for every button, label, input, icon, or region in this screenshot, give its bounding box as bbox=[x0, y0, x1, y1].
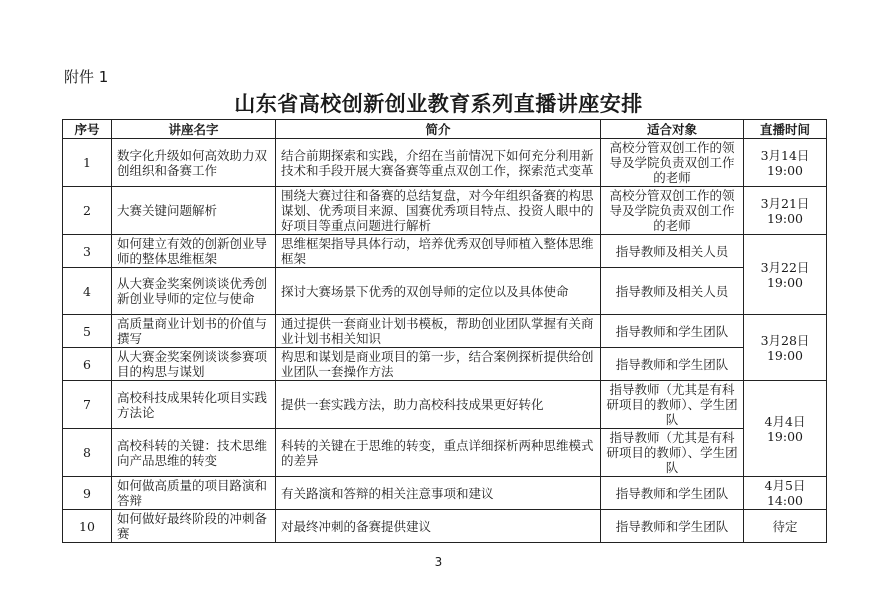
row-name: 数字化升级如何高效助力双创组织和备赛工作 bbox=[112, 139, 276, 187]
row-intro: 有关路演和答辩的相关注意事项和建议 bbox=[276, 477, 601, 510]
row-name: 如何做好最终阶段的冲刺备赛 bbox=[112, 510, 276, 543]
row-audience: 高校分管双创工作的领导及学院负责双创工作的老师 bbox=[601, 139, 744, 187]
row-no: 2 bbox=[63, 187, 112, 235]
page-number: 3 bbox=[434, 555, 443, 569]
row-name: 如何做高质量的项目路演和答辩 bbox=[112, 477, 276, 510]
table-row bbox=[63, 348, 827, 381]
row-no: 9 bbox=[63, 477, 112, 510]
row-no: 8 bbox=[63, 429, 112, 477]
row-time: 3月21日 19:00 bbox=[744, 187, 827, 235]
table-row bbox=[63, 477, 827, 510]
schedule-table bbox=[62, 119, 827, 543]
page-title: 山东省高校创新创业教育系列直播讲座安排 bbox=[234, 91, 643, 116]
header-intro: 简介 bbox=[276, 120, 601, 139]
row-no: 10 bbox=[63, 510, 112, 543]
row-audience: 指导教师及相关人员 bbox=[601, 235, 744, 268]
row-intro: 围绕大赛过往和备赛的总结复盘，对今年组织备赛的构思谋划、优秀项目来源、国赛优秀项目特点、投资人眼中的好项目等重点问题进行解析 bbox=[276, 187, 601, 235]
row-no: 7 bbox=[63, 381, 112, 429]
attachment-label: 附件 1 bbox=[64, 68, 109, 86]
row-audience: 指导教师（尤其是有科研项目的教师）、学生团队 bbox=[601, 429, 744, 477]
row-time: 3月14日 19:00 bbox=[744, 139, 827, 187]
row-time: 4月4日 19:00 bbox=[744, 381, 827, 477]
row-no: 3 bbox=[63, 235, 112, 268]
header-no: 序号 bbox=[63, 120, 112, 139]
table-row bbox=[63, 235, 827, 268]
row-no: 4 bbox=[63, 268, 112, 315]
table-header-row bbox=[63, 120, 827, 139]
row-name: 高校科转的关键：技术思维向产品思维的转变 bbox=[112, 429, 276, 477]
row-intro: 思维框架指导具体行动，培养优秀双创导师植入整体思维框架 bbox=[276, 235, 601, 268]
table-row bbox=[63, 139, 827, 187]
row-no: 5 bbox=[63, 315, 112, 348]
row-audience: 指导教师和学生团队 bbox=[601, 315, 744, 348]
row-name: 如何建立有效的创新创业导师的整体思维框架 bbox=[112, 235, 276, 268]
table-row bbox=[63, 268, 827, 315]
row-intro: 构思和谋划是商业项目的第一步，结合案例探析提供给创业团队一套操作方法 bbox=[276, 348, 601, 381]
row-no: 1 bbox=[63, 139, 112, 187]
header-audience: 适合对象 bbox=[601, 120, 744, 139]
table-row bbox=[63, 315, 827, 348]
row-name: 高质量商业计划书的价值与撰写 bbox=[112, 315, 276, 348]
row-time: 4月5日 14:00 bbox=[744, 477, 827, 510]
row-no: 6 bbox=[63, 348, 112, 381]
row-time: 待定 bbox=[744, 510, 827, 543]
row-time: 3月28日 19:00 bbox=[744, 315, 827, 381]
table-row bbox=[63, 381, 827, 429]
row-intro: 探讨大赛场景下优秀的双创导师的定位以及具体使命 bbox=[276, 268, 601, 315]
row-audience: 指导教师和学生团队 bbox=[601, 510, 744, 543]
row-intro: 科转的关键在于思维的转变，重点详细探析两种思维模式的差异 bbox=[276, 429, 601, 477]
row-name: 高校科技成果转化项目实践方法论 bbox=[112, 381, 276, 429]
header-time: 直播时间 bbox=[744, 120, 827, 139]
row-intro: 通过提供一套商业计划书模板，帮助创业团队掌握有关商业计划书相关知识 bbox=[276, 315, 601, 348]
row-name: 大赛关键问题解析 bbox=[112, 187, 276, 235]
row-audience: 指导教师和学生团队 bbox=[601, 348, 744, 381]
table-row bbox=[63, 187, 827, 235]
row-audience: 指导教师及相关人员 bbox=[601, 268, 744, 315]
row-intro: 提供一套实践方法，助力高校科技成果更好转化 bbox=[276, 381, 601, 429]
row-time: 3月22日 19:00 bbox=[744, 235, 827, 315]
header-name: 讲座名字 bbox=[112, 120, 276, 139]
row-name: 从大赛金奖案例谈谈参赛项目的构思与谋划 bbox=[112, 348, 276, 381]
row-audience: 指导教师（尤其是有科研项目的教师）、学生团队 bbox=[601, 381, 744, 429]
table-row bbox=[63, 510, 827, 543]
row-audience: 指导教师和学生团队 bbox=[601, 477, 744, 510]
row-intro: 对最终冲刺的备赛提供建议 bbox=[276, 510, 601, 543]
row-audience: 高校分管双创工作的领导及学院负责双创工作的老师 bbox=[601, 187, 744, 235]
row-name: 从大赛金奖案例谈谈优秀创新创业导师的定位与使命 bbox=[112, 268, 276, 315]
row-intro: 结合前期探索和实践，介绍在当前情况下如何充分利用新技术和手段开展大赛备赛等重点双创工作，探索范式变革 bbox=[276, 139, 601, 187]
table-row bbox=[63, 429, 827, 477]
